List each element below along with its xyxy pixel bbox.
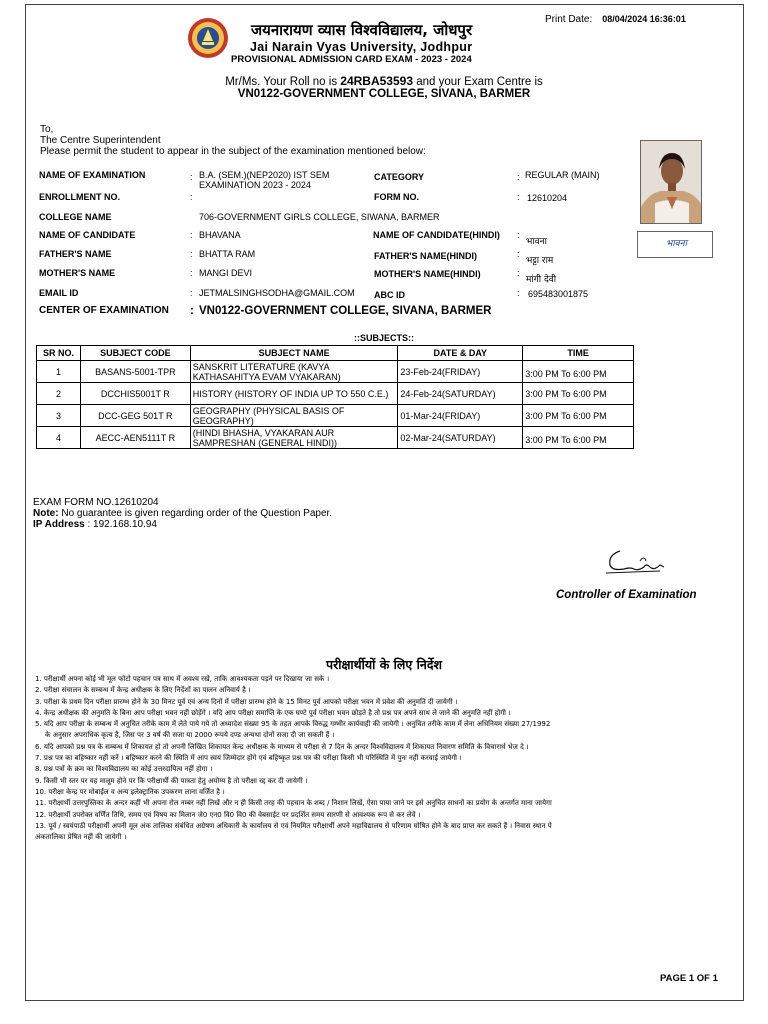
father-name-value: BHATTA RAM — [199, 249, 256, 259]
exam-name-value — [199, 170, 329, 190]
mother-name-hindi-label: MOTHER'S NAME(HINDI) — [374, 269, 481, 279]
candidate-photo — [640, 140, 702, 224]
list-item: के अनुसार अपराधिक कृत्य है, जिस पर 3 वर्ष की सजा या 2000 रूपये दण्ड अन्यथा दोनों सजा दी जा सकती हैं । — [45, 731, 335, 740]
table-row — [37, 383, 634, 405]
print-date-value: 08/04/2024 16:36:01 — [602, 14, 686, 24]
category-colon: : — [517, 172, 520, 182]
page-number: PAGE 1 OF 1 — [660, 973, 718, 984]
candidate-name-hindi-colon: : — [517, 230, 520, 240]
father-name-hindi-colon: : — [517, 249, 520, 259]
row-time: 3:00 PM To 6:00 PM — [523, 383, 634, 405]
category-label: CATEGORY — [374, 172, 425, 182]
row-code: BASANS-5001-TPR — [80, 361, 190, 383]
row-time: 3:00 PM To 6:00 PM — [523, 361, 634, 383]
candidate-signature — [637, 231, 713, 258]
mother-name-hindi-colon: : — [517, 268, 520, 278]
list-item: 4. केन्द्र अधीक्षक की अनुमति के बिना आप परीक्षा भवन नहीं छोड़ेंगे । यदि आप परीक्षा समाप्ति के एक घण्टे पूर्व परीक्षा भवन छोड़ते है तो प्रश्न पत्र अपने साथ ले जाने की अनुमति नहीं होगी । — [35, 708, 511, 717]
candidate-photo-image — [641, 141, 702, 224]
header-date-day: DATE & DAY — [398, 346, 523, 361]
list-item: 7. प्रश्न पत्र का बहिष्कार नहीं करें । बहिष्कार करने की स्थिति में आप स्वयं जिम्मेदार होंगे एवं बहिष्कृत प्रश्न पत्र की परीक्षा किसी भी परिस्थिति में पुनः नहीं करवाई जायेगी । — [35, 754, 462, 763]
row-subject-name-line2: SAMPRESHAN (GENERAL HINDI)) — [192, 437, 337, 448]
row-subject-name-line2: GEOGRAPHY) — [192, 415, 254, 426]
ip-label: IP Address — [33, 519, 85, 530]
email-colon: : — [190, 288, 193, 298]
list-item: 6. यदि आपको प्रश्न पत्र के सम्बन्ध में शिकायत हो तो अपनी लिखित शिकायत केन्द्र अधीक्षक के माध्यम से परीक्षा से 7 दिन के अन्दर विश्वविद्यालय में शिकायत निवारण समिति के विचारार्थ भेज दे । — [35, 742, 529, 751]
list-item: 3. परीक्षा के प्रथम दिन परीक्षा प्रारम्भ होने के 30 मिनट पूर्व एवं अन्य दिनों में परीक्षा प्रारम्भ होने के 15 मिनट पूर्व आपको परीक्षा भवन में प्रवेश की अनुमति दी जायेगी । — [35, 697, 458, 706]
print-date-label: Print Date: — [545, 14, 593, 25]
form-no-label: FORM NO. — [374, 192, 419, 202]
intro-text — [40, 124, 426, 157]
university-name-hindi: जयनारायण व्यास विश्वविद्यालय, जोधपुर — [251, 21, 473, 39]
header-time: TIME — [523, 346, 634, 361]
exam-centre-heading: VN0122-GOVERNMENT COLLEGE, SIVANA, BARMER — [237, 88, 531, 100]
candidate-signature-text: भावना — [666, 239, 687, 249]
father-name-colon: : — [190, 249, 193, 259]
controller-signature — [600, 545, 672, 579]
enrollment-label: ENROLLMENT NO. — [39, 192, 120, 202]
list-item: 13. पूर्व / स्वयंपाठी परीक्षार्थी अपनी मूल अंक तालिका संबंधित अग्रेषण अधिकारी के कार्यालय से एवं नियमित परीक्षार्थी अपने महाविद्यालय से परिणाम घोषित होने के बाद प्राप्त कर सकते हैं । निवास स्थान पे — [35, 821, 552, 830]
list-item: 9. किसी भी स्तर पर यह मालूम होने पर कि परीक्षार्थी की पात्रता हेतु अयोग्य है तो परीक्षा रद्द कर दी जायेगी । — [35, 776, 308, 785]
exam-name-value-line1: B.A. (SEM.)(NEP2020) IST SEM — [199, 170, 330, 180]
form-no-value: 12610204 — [527, 193, 568, 203]
list-item: 10. परीक्षा केन्द्र पर मोबाईल व अन्य इलेक्ट्रानिक उपकरण लाना वर्जित है । — [35, 787, 225, 796]
father-name-hindi-value: भट्टा राम — [526, 256, 554, 266]
subjects-header-row — [37, 346, 634, 361]
list-item: 8. प्रश्न पत्रों के क्रम का विश्वविद्यालय का कोई उत्तरदायित्व नहीं होगा । — [35, 765, 213, 774]
roll-prefix: Mr/Ms. Your Roll no is — [225, 76, 338, 88]
candidate-name-hindi-label: NAME OF CANDIDATE(HINDI) — [373, 230, 500, 240]
row-subject-name-line1: HISTORY (HISTORY OF INDIA UP TO 550 C.E.) — [192, 388, 389, 399]
header-subject-name: SUBJECT NAME — [190, 346, 398, 361]
exam-name-value-line2: EXAMINATION 2023 - 2024 — [199, 180, 311, 190]
subjects-title: ::SUBJECTS:: — [354, 333, 414, 343]
candidate-name-colon: : — [190, 230, 193, 240]
note-label: Note: — [33, 508, 59, 519]
abc-id-value: 695483001875 — [528, 289, 589, 299]
row-sr: 3 — [37, 405, 81, 427]
row-date: 02-Mar-24(SATURDAY) — [398, 427, 523, 449]
roll-suffix: and your Exam Centre is — [416, 76, 543, 88]
ip-value: : 192.168.10.94 — [84, 519, 157, 530]
university-logo-icon — [187, 17, 229, 59]
intro-addressee: The Centre Superintendent — [40, 135, 161, 146]
row-subject-name-line1: SANSKRIT LITERATURE (KAVYA — [192, 361, 330, 372]
email-value: JETMALSINGHSODHA@GMAIL.COM — [199, 288, 355, 298]
category-value: REGULAR (MAIN) — [525, 170, 600, 180]
exam-centre-colon: : — [190, 305, 194, 317]
row-sr: 1 — [37, 361, 81, 383]
header-sr-no: SR NO. — [37, 346, 81, 361]
enrollment-colon: : — [190, 192, 193, 202]
candidate-name-value: BHAVANA — [199, 230, 241, 240]
exam-form-number: EXAM FORM NO.12610204 — [33, 497, 159, 508]
list-item: 11. परीक्षार्थी उत्तरपुस्तिका के अन्दर कहीं भी अपना रोल नम्बर नहीं लिखें और न ही किसी तरह की पहचान के शब्द / निशान लिखें, ऐसा पाया जाने पर इसे अनुचित साधनों का प्रयोग के अन्तर्गत माना जायेगा — [35, 799, 552, 808]
row-subject-name-line1: (HINDI BHASHA, VYAKARAN AUR — [192, 427, 335, 438]
table-row — [37, 361, 634, 383]
footer-notes — [33, 497, 332, 530]
list-item: 5. यदि आप परीक्षा के सम्बन्ध में अनुचित तरीके काम में लेते पाये गये तो अध्यादेश संख्या 95 के तहत आपके विरुद्ध गम्भीर कार्यवाही की जायेगी । अनुचित तरीके काम में लेना अधिनियम संख्या 27/1992 — [35, 720, 551, 729]
row-subject-name-line1: GEOGRAPHY (PHYSICAL BASIS OF — [192, 405, 345, 416]
row-code: DCC-GEG 501T R — [80, 405, 190, 427]
father-name-label: FATHER'S NAME — [39, 249, 112, 259]
subjects-table — [36, 345, 634, 449]
row-date: 23-Feb-24(FRIDAY) — [398, 361, 523, 383]
row-date: 01-Mar-24(FRIDAY) — [398, 405, 523, 427]
email-label: EMAIL ID — [39, 288, 79, 298]
mother-name-hindi-value: मांगी देवी — [526, 275, 557, 285]
father-name-hindi-label: FATHER'S NAME(HINDI) — [374, 251, 477, 261]
instructions-list — [35, 674, 747, 843]
list-item: 2. परीक्षा संचालन के सम्बन्ध में केन्द्र अधीक्षक के लिए निर्देशों का पालन अनिवार्य है । — [35, 686, 251, 695]
roll-number-line — [0, 74, 768, 88]
intro-request: Please permit the student to appear in the subject of the examination mentioned below: — [40, 146, 426, 157]
row-time: 3:00 PM To 6:00 PM — [523, 427, 634, 449]
intro-to: To, — [40, 124, 54, 135]
abc-id-label: ABC ID — [374, 290, 405, 300]
mother-name-label: MOTHER'S NAME — [39, 268, 116, 278]
row-subject-name-line2: KATHASAHITYA EVAM VYAKARAN) — [192, 371, 341, 382]
candidate-name-label: NAME OF CANDIDATE — [39, 230, 136, 240]
row-subject-name — [190, 405, 398, 427]
exam-centre-label: CENTER OF EXAMINATION — [39, 305, 169, 316]
exam-name-colon: : — [190, 172, 193, 182]
mother-name-value: MANGI DEVI — [199, 268, 253, 278]
row-subject-name — [190, 383, 398, 405]
form-no-colon: : — [517, 192, 520, 202]
list-item: 12. परीक्षार्थी उपरोक्त वर्णित तिथि, समय एवं विषय का मिलान जे0 एन0 वि0 वि0 की वेबसाईट पर प्रदर्शित समय सारणी से आवश्यक रूप से कर लेवें । — [35, 810, 421, 819]
ip-line — [33, 519, 332, 530]
university-name-english: Jai Narain Vyas University, Jodhpur — [250, 40, 473, 54]
instructions-title: परीक्षार्थीयों के लिए निर्देश — [326, 657, 442, 672]
row-code: DCCHIS5001T R — [80, 383, 190, 405]
row-subject-name — [190, 361, 398, 383]
row-sr: 2 — [37, 383, 81, 405]
roll-number: 24RBA53593 — [340, 74, 413, 88]
table-row — [37, 405, 634, 427]
header-subject-code: SUBJECT CODE — [80, 346, 190, 361]
print-date — [545, 14, 686, 25]
controller-of-examination: Controller of Examination — [556, 589, 697, 601]
row-code: AECC-AEN5111T R — [80, 427, 190, 449]
college-label: COLLEGE NAME — [39, 212, 112, 222]
note-text: No guarantee is given regarding order of the Question Paper. — [58, 508, 333, 519]
list-item: 1. परीक्षार्थी अपना कोई भी मूल फोटो पहचान पत्र साथ में अवश्य रखे, ताकि आवश्यकता पड़ने पर दिखाया जा सके । — [35, 675, 330, 683]
college-value: 706-GOVERNMENT GIRLS COLLEGE, SIWANA, BARMER — [199, 212, 440, 222]
table-row — [37, 427, 634, 449]
row-date: 24-Feb-24(SATURDAY) — [398, 383, 523, 405]
exam-name-label: NAME OF EXAMINATION — [39, 170, 146, 180]
abc-id-colon: : — [517, 288, 520, 298]
mother-name-colon: : — [190, 268, 193, 278]
candidate-name-hindi-value: भावना — [526, 237, 547, 247]
row-time: 3:00 PM To 6:00 PM — [523, 405, 634, 427]
list-item: अंकतालिका प्रेषित नहीं की जायेगी । — [35, 833, 127, 842]
row-subject-name — [190, 427, 398, 449]
exam-centre-value: VN0122-GOVERNMENT COLLEGE, SIVANA, BARMER — [199, 305, 492, 317]
note-line — [33, 508, 332, 519]
row-sr: 4 — [37, 427, 81, 449]
admission-card-title: PROVISIONAL ADMISSION CARD EXAM - 2023 - 2024 — [231, 54, 472, 65]
